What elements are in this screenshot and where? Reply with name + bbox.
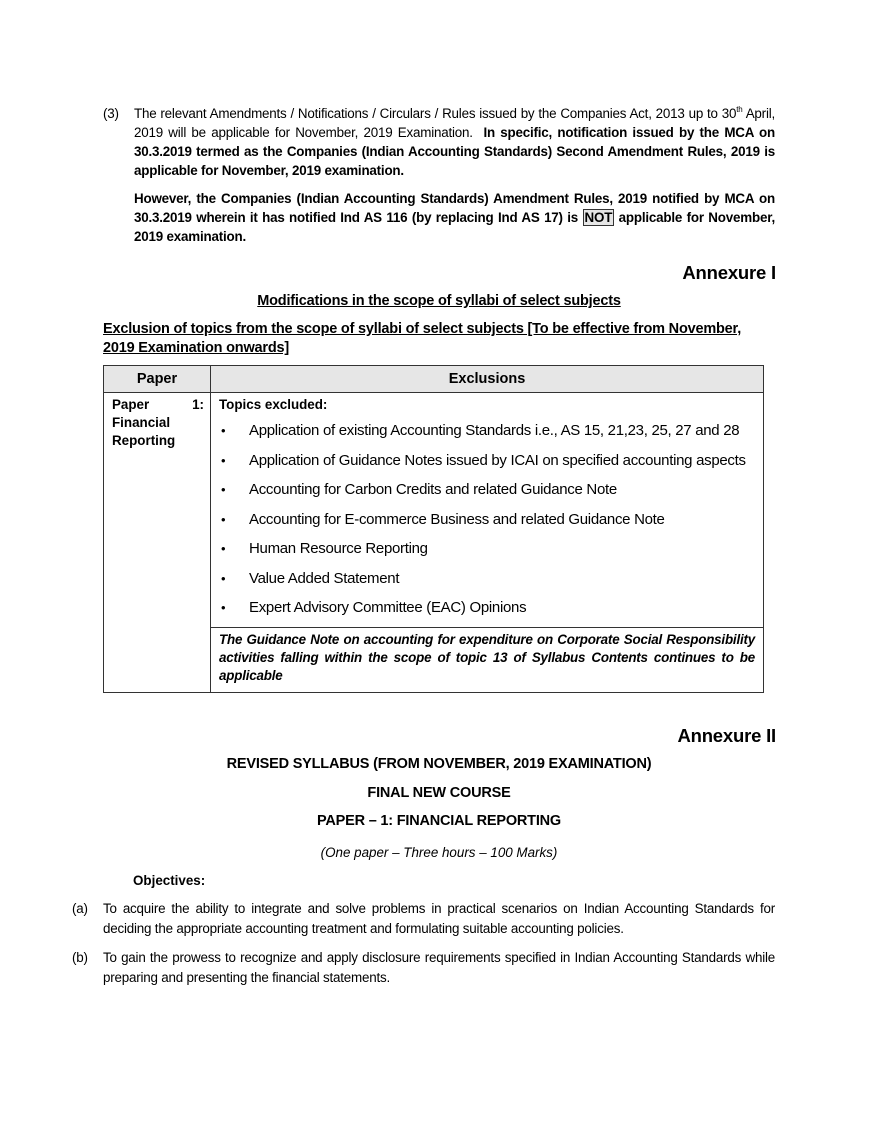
course-heading: FINAL NEW COURSE [367, 785, 511, 801]
paper-label: Paper [112, 397, 150, 412]
paragraph-3-first [134, 104, 775, 180]
list-item [219, 446, 755, 476]
topic-text: Application of Guidance Notes issued by ICAI on specified accounting aspects [249, 451, 746, 469]
not-highlight: NOT [584, 210, 613, 225]
list-item [219, 416, 755, 446]
paragraph-3-second [134, 189, 775, 246]
annexure-1-subtitle: Modifications in the scope of syllabi of select subjects [257, 293, 621, 309]
list-item [219, 564, 755, 594]
table-header-row [104, 366, 764, 393]
paper-cell [104, 393, 211, 693]
exclusions-cell [211, 393, 764, 628]
objectives-label: Objectives: [133, 873, 206, 888]
list-item [219, 505, 755, 535]
topic-text: Human Resource Reporting [249, 540, 428, 557]
bullet-icon: • [221, 600, 226, 615]
bullet-icon: • [221, 423, 226, 438]
annexure-1-title: Annexure I [682, 262, 776, 283]
exclusions-table [103, 365, 764, 693]
list-item [219, 593, 755, 623]
objective-a [72, 899, 775, 939]
objective-label: (a) [72, 901, 88, 916]
topic-text: Value Added Statement [249, 569, 400, 587]
paragraph-3 [103, 104, 775, 246]
list-item [219, 534, 755, 564]
exclusions-column-header: Exclusions [211, 366, 764, 393]
annexure-2-title: Annexure II [677, 725, 776, 746]
paper-name-line1: Financial [112, 415, 171, 430]
objective-b [72, 948, 775, 988]
bullet-icon: • [221, 452, 226, 468]
table-row [104, 393, 764, 628]
paragraph-3-second-after: applicable for November, 2019 examination. [134, 210, 775, 244]
paper-number: 1: [192, 397, 204, 412]
bullet-icon: • [221, 541, 226, 556]
bullet-icon: • [221, 570, 226, 586]
list-item [219, 475, 755, 505]
paragraph-3-text: The relevant Amendments / Notifications / Circulars / Rules issued by the Companies Act, 2013 up to 30 [134, 106, 737, 121]
objective-text: To acquire the ability to integrate and solve problems in practical scenarios on Indian Accounting Standards for deciding the appropriate accounting treatment and formulating suitable accounting policies. [103, 901, 775, 936]
topic-text: Expert Advisory Committee (EAC) Opinions [249, 599, 527, 616]
topics-excluded-label: Topics excluded: [219, 397, 328, 412]
bullet-icon: • [221, 482, 226, 497]
exclusion-heading: Exclusion of topics from the scope of syllabi of select subjects [To be effective from November, 2019 Examination onwards] [103, 321, 742, 356]
revised-syllabus-heading: REVISED SYLLABUS (FROM NOVEMBER, 2019 EXAMINATION) [226, 756, 652, 772]
paragraph-3-text-cont: April, 2019 will be applicable for November, 2019 Examination. [134, 106, 776, 140]
objective-label: (b) [72, 950, 88, 965]
paper-column-header: Paper [104, 366, 211, 393]
topic-text: Accounting for Carbon Credits and related Guidance Note [249, 481, 617, 498]
topic-text: Accounting for E-commerce Business and related Guidance Note [249, 510, 665, 528]
superscript-th: th [736, 105, 743, 114]
csr-guidance-note: The Guidance Note on accounting for expenditure on Corporate Social Responsibility activities falling within the scope of topic 13 of Syllabus Contents continues to be applicable [211, 627, 764, 692]
objective-text: To gain the prowess to recognize and apply disclosure requirements specified in Indian Accounting Standards while preparing and presenting the financial statements. [103, 950, 775, 985]
paper-name-line2: Reporting [112, 433, 176, 448]
paper-heading: PAPER – 1: FINANCIAL REPORTING [316, 813, 562, 829]
paper-duration: (One paper – Three hours – 100 Marks) [320, 845, 558, 860]
paragraph-3-bold-text: In specific, notification issued by the MCA on 30.3.2019 termed as the Companies (Indian Accounting Standards) Second Amendment Rules, 2019 is applicable for November, 2019 examination. [134, 125, 775, 178]
paragraph-3-second-before: However, the Companies (Indian Accounting Standards) Amendment Rules, 2019 notified by MCA on 30.3.2019 wherein it has notified Ind AS 116 (by replacing Ind AS 17) is [134, 191, 775, 225]
paragraph-number: (3) [103, 106, 119, 121]
excluded-topics-list [219, 416, 755, 623]
bullet-icon: • [221, 511, 226, 527]
topic-text: Application of existing Accounting Standards i.e., AS 15, 21,23, 25, 27 and 28 [249, 422, 740, 439]
